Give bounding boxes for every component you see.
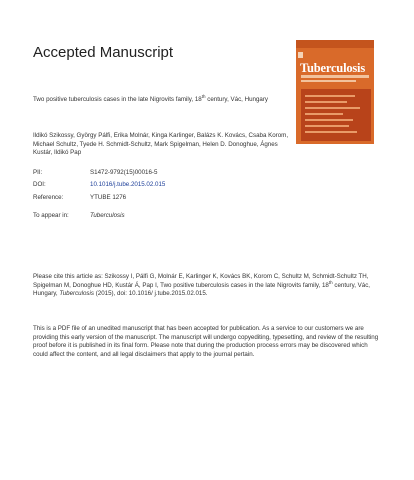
cover-text-line: [305, 113, 343, 115]
cover-text-line: [305, 95, 355, 97]
doi-label: DOI:: [33, 181, 46, 189]
citation-journal: Tuberculosis: [59, 290, 94, 298]
article-title-text-end: century, Vác, Hungary: [205, 96, 268, 103]
cover-text-line: [305, 131, 357, 133]
article-authors: Ildikó Szikossy, György Pálfi, Erika Molnár, Kinga Karlinger, Balázs K. Kovács, Csaba Korom, Michael Schultz, Tyede H. Schmidt-Schultz, Mark Spigelman, Helen D. Donoghue, Ágnes Kustár, Ildikó Pap: [33, 132, 289, 157]
cover-contents-box: [301, 89, 371, 141]
article-title-superscript: th: [201, 93, 206, 99]
journal-cover-image: [296, 40, 374, 144]
cover-journal-title: Tuberculosis: [300, 61, 365, 75]
reference-label: Reference:: [33, 193, 64, 201]
page-heading: Accepted Manuscript: [33, 44, 174, 61]
appear-label: To appear in:: [33, 211, 69, 219]
cover-text-line: [305, 119, 353, 121]
cover-top-band: [296, 40, 374, 48]
article-title: [33, 93, 288, 105]
pii-label: PII:: [33, 169, 43, 176]
appear-journal: Tuberculosis: [90, 211, 125, 219]
disclaimer-paragraph: This is a PDF file of an unedited manuscript that has been accepted for publication. As a service to our customers we are providing this early version of the manuscript. The manuscript will undergo copyediting, typesetting, and review of the resulting proof before it is published in its final form. Please note that during the production process errors may be discovered which could affect the content, and all legal disclaimers that apply to the journal pertain.: [33, 325, 379, 358]
cover-text-line: [305, 125, 349, 127]
citation-superscript: th: [328, 279, 333, 285]
cover-publisher-mark: [298, 52, 303, 58]
cover-text-line: [305, 107, 360, 109]
doi-link[interactable]: 10.1016/j.tube.2015.02.015: [90, 181, 166, 189]
cover-text-line: [305, 101, 347, 103]
citation-text-3: (2015), doi: 10.1016/ j.tube.2015.02.015.: [94, 290, 208, 298]
citation-paragraph: [33, 273, 383, 299]
article-title-text: Two positive tuberculosis cases in the late Nigrovits family, 18: [33, 96, 202, 103]
citation-text: Please cite this article as: Szikossy I, Pálfi G, Molnár E, Karlinger K, Kovács BK, Korom C, Schultz M, Schmidt-Schultz TH, Spigelman M, Donoghue HD, Kustár Á, Pap I, Two positive tuberculosis cases in the late Nigrovits family, 18: [33, 273, 369, 289]
citation-text-2: century, Vác, Hungary,: [33, 281, 371, 298]
pii-value: S1472-9792(15)00016-5: [90, 169, 158, 176]
cover-subtitle-line-2: [301, 80, 356, 82]
cover-subtitle-line: [301, 75, 369, 78]
reference-value: YTUBE 1276: [90, 193, 127, 201]
